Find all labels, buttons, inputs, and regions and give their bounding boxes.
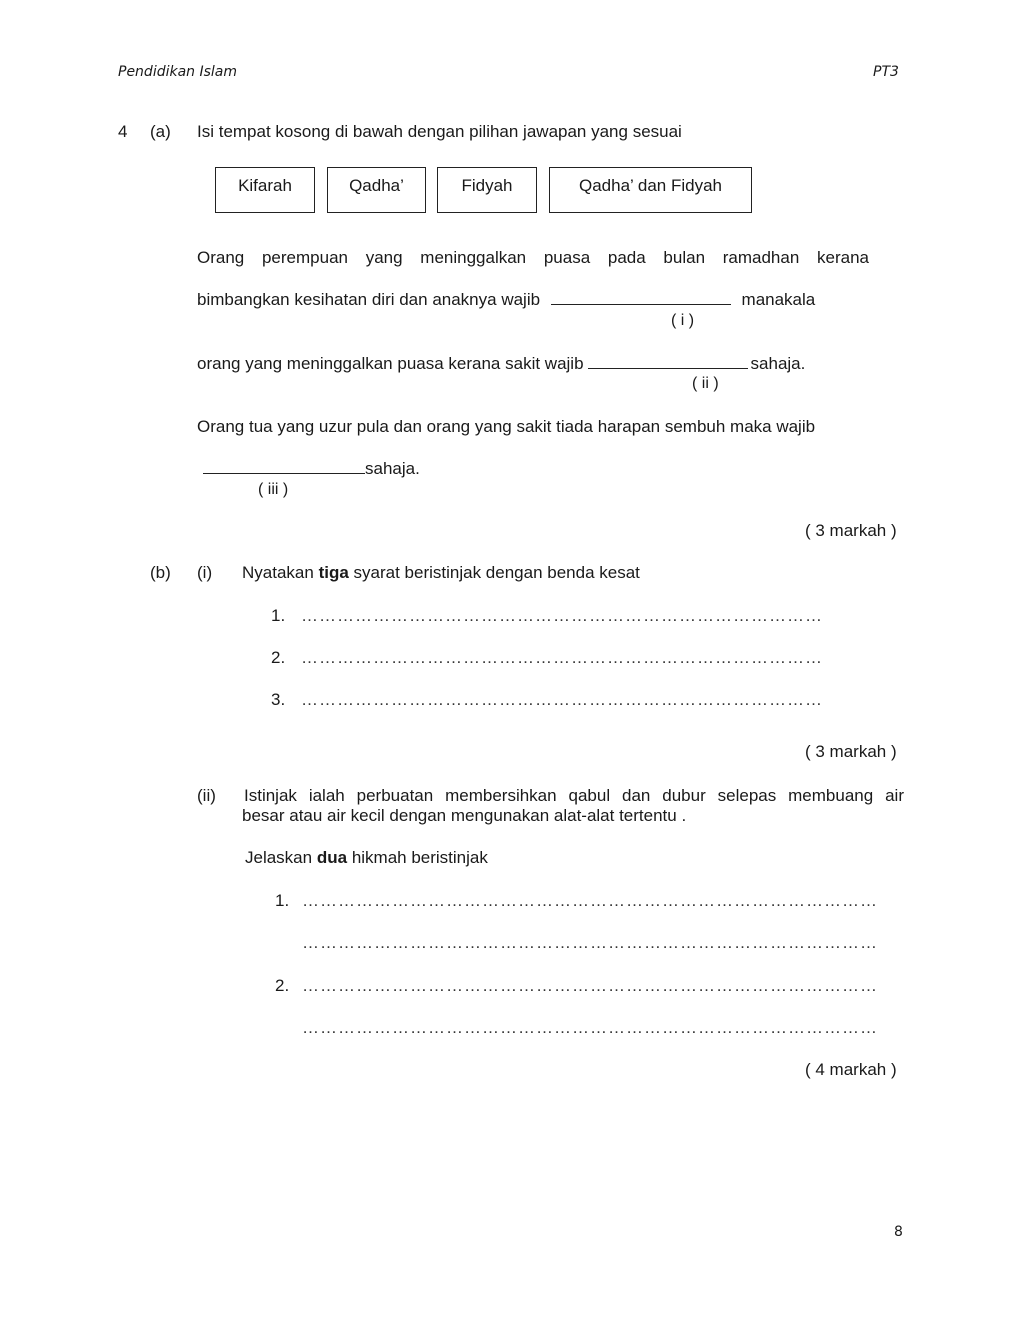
dotted-line: …………………………………………………………………………… — [301, 648, 823, 667]
dotted-line: …………………………………………………………………………………… — [302, 976, 878, 995]
part-b-ii-prompt — [245, 848, 488, 868]
prompt-text: hikmah beristinjak — [351, 848, 488, 867]
answer-line-b-ii-1a[interactable] — [275, 891, 878, 911]
answer-line-b-ii-1b[interactable] — [302, 933, 878, 953]
line-3-end: sahaja. — [750, 354, 806, 373]
part-a-instruction: Isi tempat kosong di bawah dengan pilihan jawapan yang sesuai — [197, 122, 682, 141]
paragraph-line-3 — [197, 353, 805, 374]
part-a-marks: ( 3 markah ) — [805, 521, 897, 540]
part-b-ii-text-line-1: Istinjak ialah perbuatan membersihkan qabul dan dubur selepas membuang air — [244, 786, 904, 805]
part-a-label: (a) — [150, 122, 171, 141]
item-number: 2. — [271, 648, 286, 667]
blank-i[interactable] — [551, 289, 731, 305]
part-b-i-marks: ( 3 markah ) — [805, 742, 897, 761]
question-number: 4 — [118, 122, 128, 141]
answer-line-b-ii-2a[interactable] — [275, 976, 878, 996]
paragraph-line-4: Orang tua yang uzur pula dan orang yang sakit tiada harapan sembuh maka wajib — [197, 417, 816, 436]
line-2-start: bimbangkan kesihatan diri dan anaknya wajib — [197, 290, 541, 309]
dotted-line: …………………………………………………………………………………… — [302, 933, 878, 952]
dotted-line: …………………………………………………………………………………… — [302, 891, 878, 910]
choice-box-qadha-dan-fidyah: Qadha’ dan Fidyah — [549, 167, 752, 213]
part-b-ii-label: (ii) — [197, 786, 216, 805]
blank-ii[interactable] — [588, 353, 748, 369]
choice-box-fidyah: Fidyah — [437, 167, 537, 213]
line-2-end: manakala — [741, 290, 816, 309]
prompt-bold-word: tiga — [318, 563, 349, 582]
dotted-line: …………………………………………………………………………………… — [302, 1018, 878, 1037]
part-b-label: (b) — [150, 563, 171, 582]
blank-iii-label: ( iii ) — [258, 481, 289, 498]
choice-box-kifarah: Kifarah — [215, 167, 315, 213]
paragraph-line-5 — [203, 458, 420, 479]
answer-line-b-ii-2b[interactable] — [302, 1018, 878, 1038]
item-number: 3. — [271, 690, 286, 709]
blank-iii[interactable] — [203, 458, 365, 474]
item-number: 1. — [275, 891, 290, 910]
page-number: 8 — [894, 1224, 903, 1240]
part-b-i-label: (i) — [197, 563, 213, 582]
part-b-i-prompt — [242, 563, 640, 583]
answer-line-b-i-1[interactable] — [271, 606, 823, 626]
paragraph-line-2 — [197, 289, 815, 310]
header-subject: Pendidikan Islam — [118, 64, 238, 80]
line-3-start: orang yang meninggalkan puasa kerana sakit wajib — [197, 354, 584, 373]
answer-line-b-i-3[interactable] — [271, 690, 823, 710]
header-exam: PT3 — [873, 64, 899, 80]
prompt-text: Nyatakan — [242, 563, 314, 582]
blank-i-label: ( i ) — [671, 312, 695, 329]
prompt-text: Jelaskan — [245, 848, 313, 867]
paragraph-line-1: Orang perempuan yang meninggalkan puasa pada bulan ramadhan kerana — [197, 248, 869, 267]
blank-ii-label: ( ii ) — [692, 375, 719, 392]
choice-box-qadha: Qadha’ — [327, 167, 426, 213]
item-number: 2. — [275, 976, 290, 995]
dotted-line: …………………………………………………………………………… — [301, 690, 823, 709]
answer-line-b-i-2[interactable] — [271, 648, 823, 668]
line-5-end: sahaja. — [365, 459, 420, 478]
prompt-text: syarat beristinjak dengan benda kesat — [353, 563, 640, 582]
part-b-ii-text-line-2: besar atau air kecil dengan mengunakan alat-alat tertentu . — [242, 806, 687, 825]
item-number: 1. — [271, 606, 286, 625]
dotted-line: …………………………………………………………………………… — [301, 606, 823, 625]
prompt-bold-word: dua — [316, 848, 348, 867]
part-b-ii-marks: ( 4 markah ) — [805, 1060, 897, 1079]
